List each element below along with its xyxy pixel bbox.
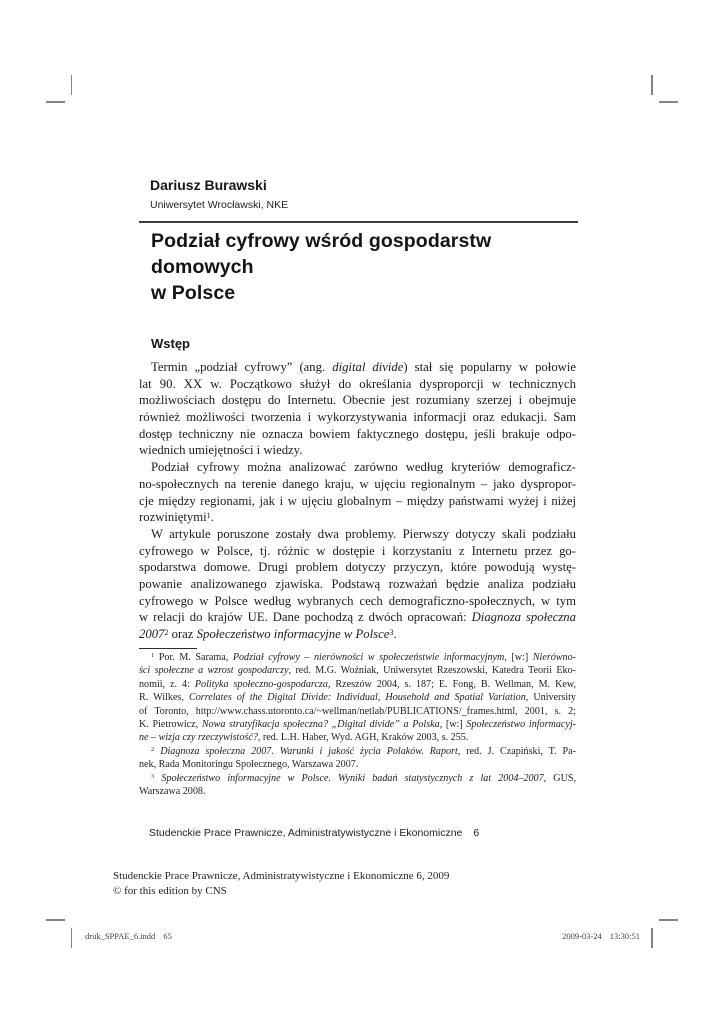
body-line bbox=[139, 593, 576, 610]
text-segment: ści społeczne a wzrost gospodarczy bbox=[139, 665, 289, 677]
text-segment: , red. M.G. Woźniak, Uniwersytet Rzeszowski, Katedra Teorii Eko- bbox=[288, 665, 576, 677]
text-segment: Warszawa 2008. bbox=[139, 785, 206, 797]
crop-mark-bottom-right-horizontal bbox=[659, 919, 678, 921]
text-segment: . bbox=[393, 627, 397, 641]
body-line bbox=[139, 376, 576, 393]
text-segment: , Rzeszów 2004, s. 187; E. Fong, B. Wellman, M. Kew, bbox=[327, 678, 576, 690]
footnote-line bbox=[139, 651, 576, 664]
footnote-line bbox=[139, 691, 576, 704]
text-segment: Por. M. Sarama, bbox=[154, 652, 233, 663]
text-segment: powanie analizowanego zjawiska. Podstawą rozważań będzie analiza podziału bbox=[139, 576, 576, 591]
text-segment: nomii, z. 4: bbox=[139, 678, 195, 690]
text-segment: rozwiniętymi bbox=[139, 510, 207, 525]
body-line bbox=[139, 559, 576, 576]
print-date: 2009-03-24 bbox=[562, 931, 602, 941]
text-segment: . bbox=[210, 510, 214, 525]
text-segment: możliwościach dostępu do Internetu. Obecnie jest rozumiany szerzej i obejmuje bbox=[139, 393, 576, 408]
footnote-line bbox=[139, 731, 576, 744]
body-line bbox=[139, 442, 576, 459]
footnote-ref: 1 bbox=[151, 652, 155, 660]
journal-name: Studenckie Prace Prawnicze, Administratywistyczne i Ekonomiczne bbox=[149, 827, 463, 839]
body-line bbox=[139, 426, 576, 443]
crop-mark-bottom-left-horizontal bbox=[46, 919, 65, 921]
footnote-ref: 3 bbox=[389, 627, 394, 637]
text-segment: Społeczeństwo informacyj- bbox=[466, 718, 576, 730]
copyright-line-2: © for this edition by CNS bbox=[113, 885, 227, 898]
text-segment: cyfrowego w Polsce według wybranych cech demograficzno-społecznych, w tym bbox=[139, 593, 576, 608]
crop-mark-top-right-horizontal bbox=[659, 101, 678, 103]
body-line bbox=[139, 392, 576, 409]
body-line bbox=[139, 359, 576, 376]
footnote-line bbox=[139, 678, 576, 691]
prepress-slug-left bbox=[85, 931, 172, 941]
print-filename: druk_SPPAE_6.indd bbox=[85, 931, 156, 941]
crop-mark-top-right-vertical bbox=[651, 75, 653, 95]
running-footer bbox=[149, 827, 479, 840]
print-page-number: 65 bbox=[163, 931, 172, 941]
text-segment: R. Wilkes, bbox=[139, 692, 189, 704]
body-line bbox=[139, 576, 576, 593]
text-segment: Diagnoza społeczna bbox=[471, 610, 576, 625]
text-segment: Termin „podział cyfrowy” (ang. bbox=[151, 360, 333, 374]
body-line bbox=[139, 526, 576, 543]
text-segment: Społeczeństwo informacyjne w Polsce bbox=[196, 627, 390, 641]
text-segment: ne – wizja czy rzeczywistość? bbox=[139, 732, 258, 744]
text-segment: , GUS, bbox=[543, 772, 576, 784]
text-segment: Podział cyfrowy można analizować zarówno według kryteriów demograficz- bbox=[151, 460, 576, 475]
text-segment: lat 90. XX w. Początkowo służył do określania dysproporcji w technicznych bbox=[139, 376, 576, 391]
text-segment: w relacji do krajów UE. Dane pochodzą z dwóch opracowań: bbox=[139, 610, 472, 625]
text-segment: cyfrowego w Polsce, tj. różnic w dostępie i korzystaniu z Internetu przez go- bbox=[139, 543, 576, 558]
footnote-ref: 2 bbox=[164, 627, 169, 637]
body-line bbox=[139, 493, 576, 510]
footnote-ref: 2 bbox=[151, 746, 155, 754]
title-line-1: Podział cyfrowy wśród gospodarstw domowych bbox=[151, 230, 492, 278]
copyright-notice bbox=[113, 869, 449, 899]
text-segment: ) stał się popularny w połowie bbox=[403, 360, 576, 374]
footnote-line bbox=[139, 785, 576, 798]
crop-mark-bottom-left-vertical bbox=[71, 928, 73, 948]
text-segment: , [w:] bbox=[504, 652, 533, 663]
crop-mark-top-left-horizontal bbox=[46, 101, 65, 103]
body-line bbox=[139, 609, 576, 626]
text-segment: no-społecznych na terenie danego kraju, w ujęciu regionalnym – jako dyspropor- bbox=[139, 476, 576, 491]
text-segment: Nowa stratyfikacja społeczna? „Digital divide” a Polska bbox=[201, 718, 440, 730]
print-time: 13:30:51 bbox=[609, 931, 640, 941]
footnote-line bbox=[139, 772, 576, 785]
article-title bbox=[151, 228, 591, 306]
text-segment: nek, Rada Monitoringu Społecznego, Warszawa 2007. bbox=[139, 759, 359, 771]
text-segment: , University bbox=[525, 692, 576, 704]
text-segment: K. Pietrowicz, bbox=[139, 718, 202, 730]
body-line bbox=[139, 476, 576, 493]
body-line bbox=[139, 543, 576, 560]
footnote-ref: 3 bbox=[151, 772, 155, 780]
footnote-line bbox=[139, 705, 576, 718]
text-segment: również możliwości tworzenia i wykorzystywania informacji oraz edukacji. Sam bbox=[139, 410, 576, 425]
text-segment: , [w:] bbox=[439, 718, 467, 730]
text-segment: of Toronto, http://www.chass.utoronto.ca/~wellman/netlab/PUBLICATIONS/_frames.html, 2001, s. 2; bbox=[139, 705, 576, 717]
crop-mark-top-left-vertical bbox=[71, 75, 73, 95]
footnote-ref: 1 bbox=[206, 510, 211, 520]
article-body bbox=[139, 359, 576, 643]
footnote-rule bbox=[139, 648, 197, 649]
text-segment: Polityka społeczno-gospodarcza bbox=[194, 678, 328, 690]
section-heading: Wstęp bbox=[151, 336, 190, 351]
body-line bbox=[139, 459, 576, 476]
text-segment: oraz bbox=[168, 627, 197, 641]
text-segment: digital divide bbox=[332, 360, 404, 374]
footnotes bbox=[139, 651, 576, 798]
footnote-line bbox=[139, 664, 576, 677]
footnote-line bbox=[139, 745, 576, 758]
text-segment: cje między regionami, jak i w ujęciu globalnym – między państwami wyżej i niżej bbox=[139, 493, 576, 508]
body-line bbox=[139, 509, 576, 526]
text-segment: wiednich umiejętności i wiedzy. bbox=[139, 443, 303, 458]
footnote-line bbox=[139, 758, 576, 771]
body-line bbox=[139, 409, 576, 426]
text-segment: , red. J. Czapiński, T. Pa- bbox=[457, 745, 576, 757]
title-line-2: w Polsce bbox=[151, 282, 236, 304]
text-segment: , red. L.H. Haber, Wyd. AGH, Kraków 2003, s. 255. bbox=[257, 732, 469, 744]
prepress-slug-right bbox=[440, 931, 640, 941]
footnote-line bbox=[139, 718, 576, 731]
copyright-line-1: Studenckie Prace Prawnicze, Administratywistyczne i Ekonomiczne 6, 2009 bbox=[113, 870, 450, 882]
text-segment: Correlates of the Digital Divide: Individual, Household and Spatial Variation bbox=[188, 692, 526, 704]
author-affiliation: Uniwersytet Wrocławski, NKE bbox=[150, 199, 289, 211]
header-rule bbox=[139, 221, 578, 223]
text-segment: Nierówno- bbox=[532, 652, 576, 663]
text-segment: spodarstwa domowe. Drugi problem dotyczy przyczyn, które powodują wystę- bbox=[139, 560, 576, 575]
author-name: Dariusz Burawski bbox=[150, 177, 267, 193]
body-line bbox=[139, 626, 576, 643]
text-segment: Diagnoza społeczna 2007. Warunki i jakość życia Polaków. Raport bbox=[160, 745, 458, 757]
text-segment: dostęp techniczny nie oznacza bowiem faktycznego dostępu, jeśli brakuje odpo- bbox=[139, 426, 576, 441]
text-segment: W artykule poruszone zostały dwa problemy. Pierwszy dotyczy skali podziału bbox=[151, 526, 576, 541]
text-segment: Podział cyfrowy – nierówności w społeczeństwie informacyjnym bbox=[232, 652, 505, 663]
issue-number: 6 bbox=[473, 827, 480, 839]
text-segment: Społeczeństwo informacyjne w Polsce. Wyniki badań statystycznych z lat 2004–2007 bbox=[161, 772, 544, 784]
crop-mark-bottom-right-vertical bbox=[651, 928, 653, 948]
text-segment: 2007 bbox=[139, 627, 165, 641]
